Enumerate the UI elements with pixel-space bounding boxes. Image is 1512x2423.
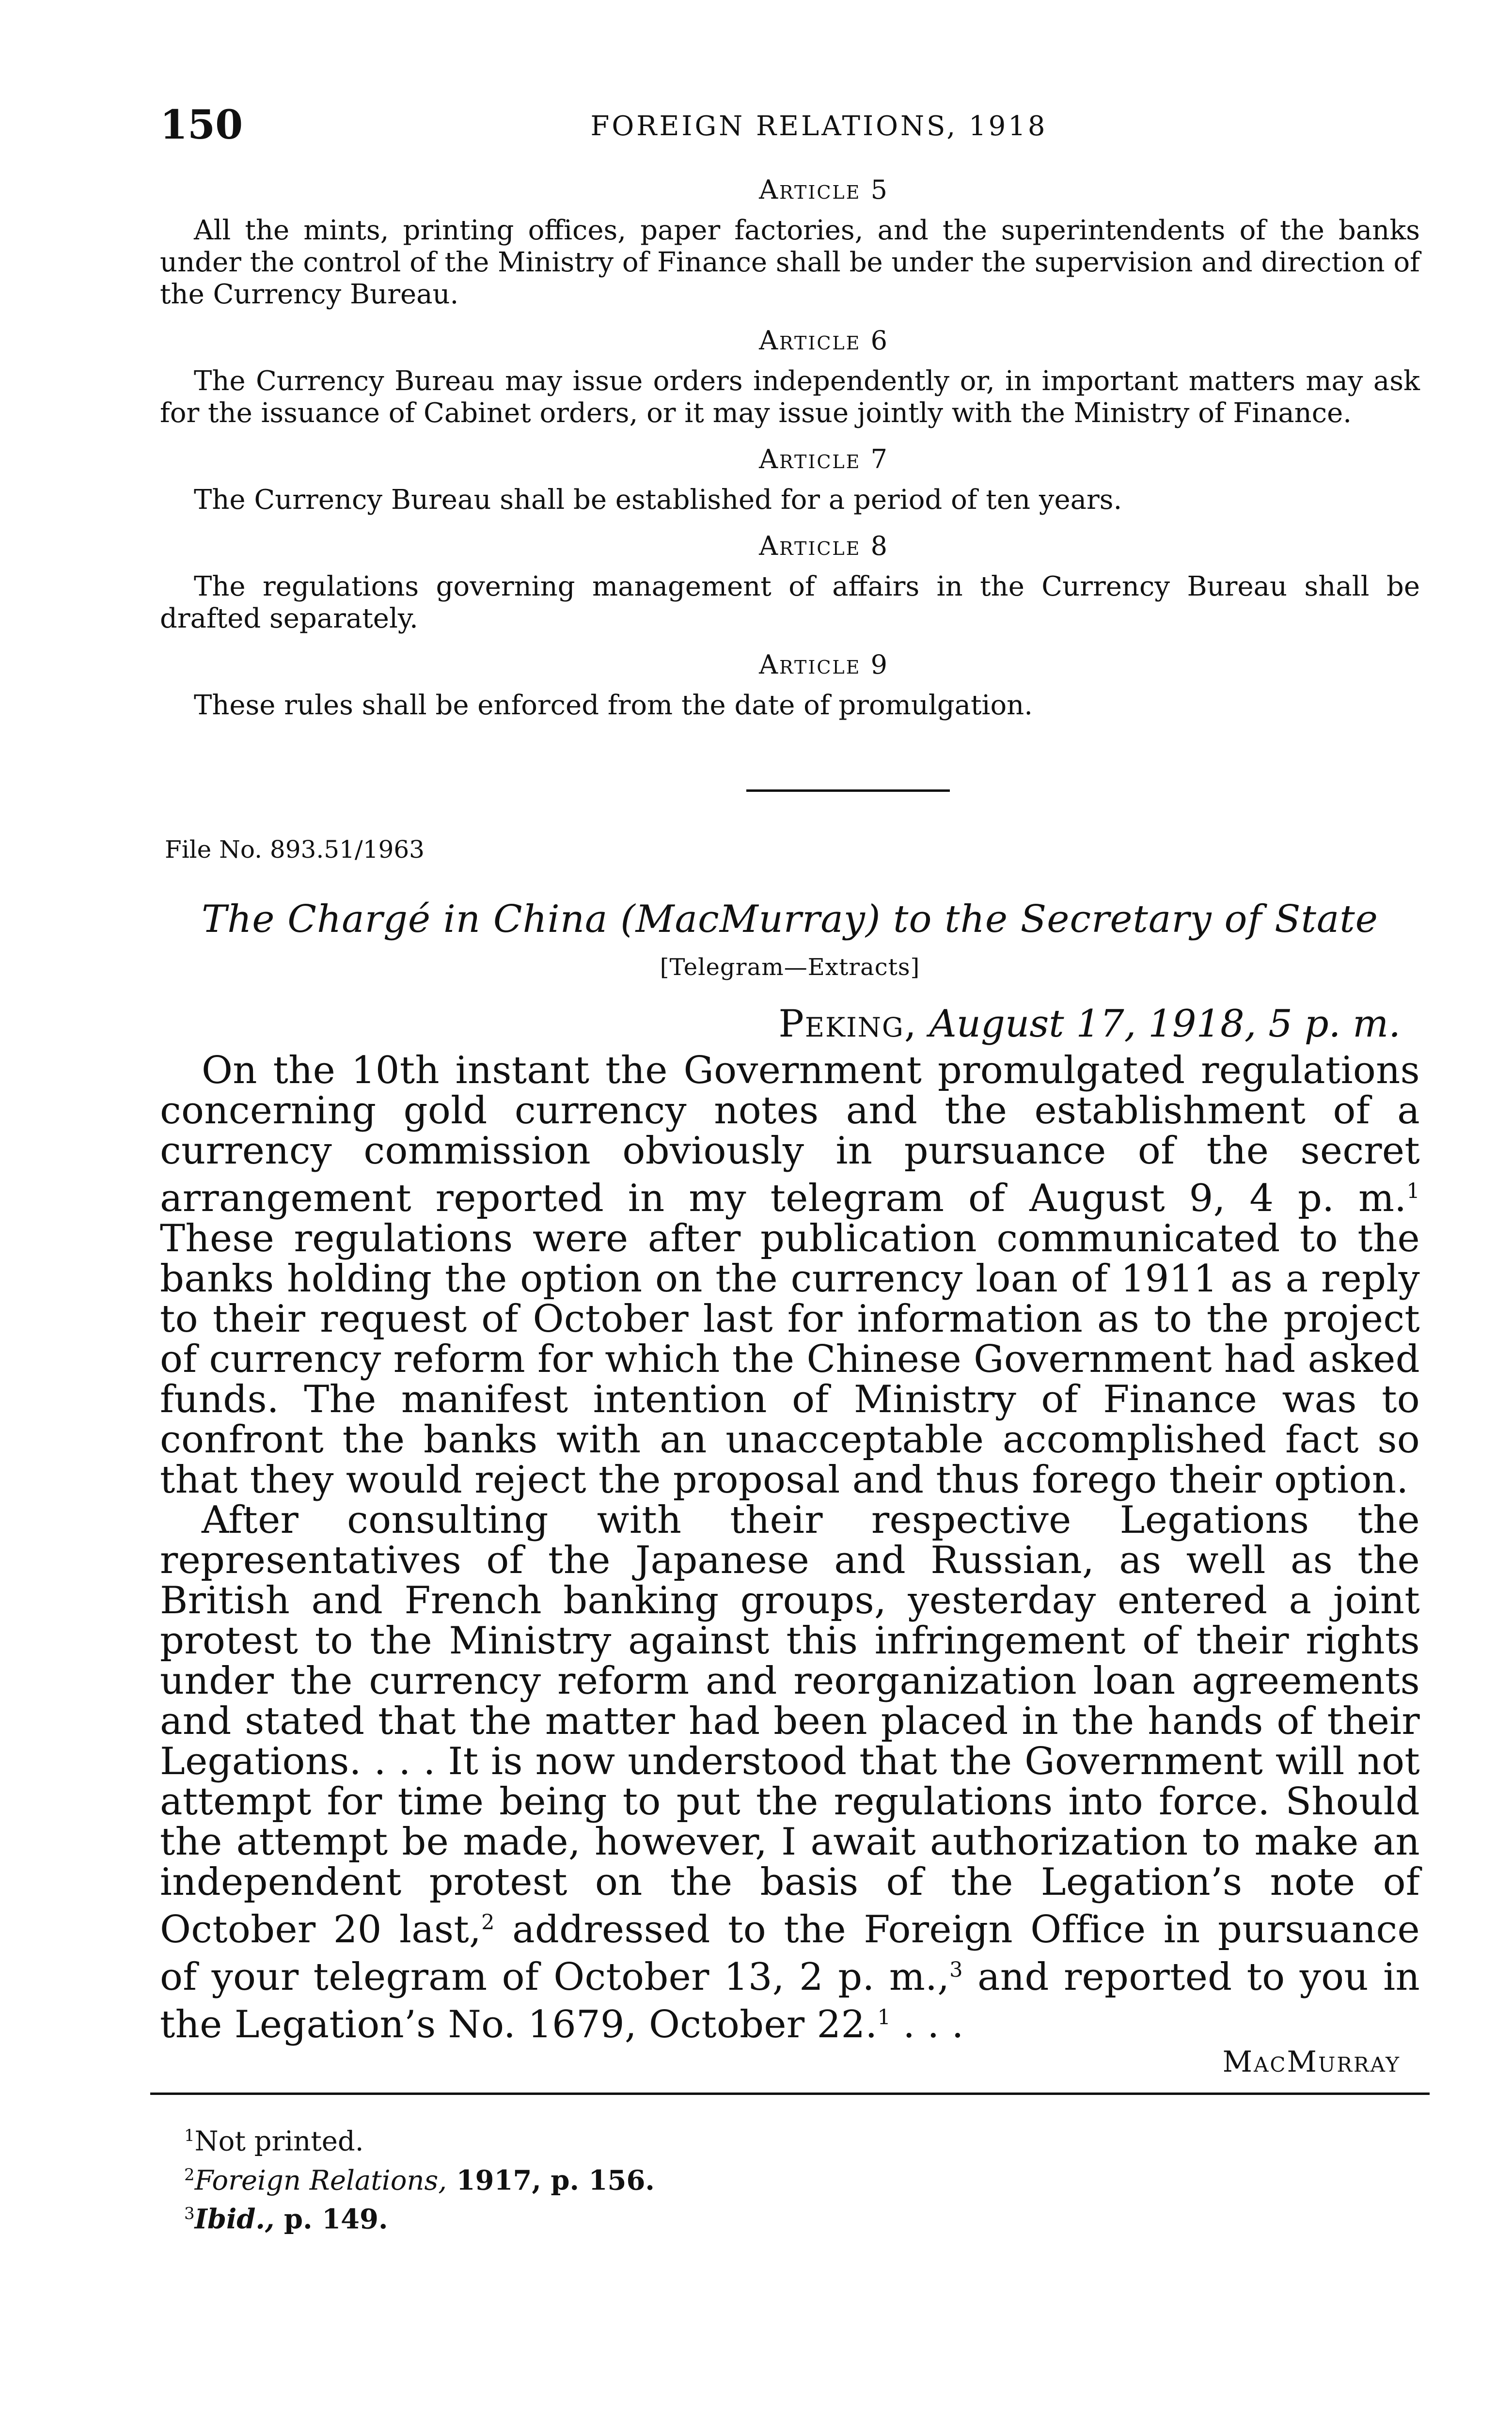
footnote-mark: 3: [184, 2204, 195, 2224]
footnote: [184, 2158, 1420, 2198]
dateline: [160, 1002, 1401, 1046]
dateline-date: August 17, 1918, 5 p. m.: [929, 1002, 1401, 1046]
text-run: These regulations were after publication communicated to the banks holding the option on the currency loan of 1911 as a reply to their request of October last for information as to the project of currency reform for which the Chinese Government had asked funds. The manifest intention of Ministry of Finance was to confront the banks with an unacceptable accomplished fact so that they would reject the proposal and thus forego their option.: [160, 1217, 1420, 1502]
file-number: File No. 893.51/1963: [165, 835, 425, 864]
footnote-text: 1917, p. 156.: [447, 2164, 655, 2197]
footnote-ref: 1: [1406, 1179, 1420, 1203]
footnote-text: Not printed.: [194, 2125, 364, 2157]
body-paragraph-2: [160, 1500, 1420, 2045]
text-run: On the 10th instant the Government promulgated regulations concerning gold currency notes and the establishment of a currency commission obviously in pursuance of the secret arrangement reported in my telegram of August 9, 4 p. m.: [160, 1049, 1420, 1220]
footnote-text: p. 149.: [274, 2203, 388, 2235]
text-run: and reported to you in the Legation’s No. 1679, October 22.: [160, 1955, 1420, 2046]
footnote: [184, 2197, 1420, 2236]
article-text: These rules shall be enforced from the date of promulgation.: [194, 690, 1033, 721]
article-heading: Article 6: [759, 325, 889, 356]
text-run: . . .: [891, 2003, 964, 2046]
running-head: FOREIGN RELATIONS, 1918: [590, 110, 1048, 142]
signature: MacMurray: [1222, 2045, 1401, 2079]
article-text: The regulations governing management of affairs in the Currency Bureau shall be drafted separately.: [160, 571, 1420, 634]
footnote-ref: 2: [481, 1910, 495, 1935]
page-header: [160, 102, 1420, 160]
footnote-divider: [150, 2093, 1430, 2095]
footnote: [184, 2119, 1420, 2158]
article-heading: Article 5: [759, 174, 889, 205]
page-number: 150: [160, 102, 243, 148]
footnote-mark: 1: [184, 2126, 195, 2145]
article-text: The Currency Bureau shall be established for a period of ten years.: [194, 484, 1122, 516]
document-subtitle: [Telegram—Extracts]: [660, 954, 920, 981]
article-heading: Article 9: [759, 649, 889, 680]
article-text: The Currency Bureau may issue orders independently or, in important matters may ask for the issuance of Cabinet orders, or it may issue jointly with the Ministry of Finance.: [160, 365, 1420, 429]
footnote-italic: Foreign Relations,: [194, 2165, 447, 2197]
footnote-ref: 1: [877, 2005, 891, 2030]
page: [160, 102, 1420, 2236]
text-run: After consulting with their respective Legations the representatives of the Japanese and Russian, as well as the British and French banking groups, yesterday entered a joint protest to the Ministry against this infringement of their rights under the currency reform and reorganization loan agreements and stated that the matter had been placed in the hands of their Legations. . . . It is now understood that the Government will not attempt for time being to put the regulations into force. Should the attempt be made, however, I await authorization to make an independent protest on the basis of the Legation’s note of October 20 last,: [160, 1498, 1420, 1951]
article-heading: Article 8: [759, 531, 889, 561]
footnote-ref: 3: [949, 1958, 963, 1982]
text-run: addressed to the Foreign Office in pursuance of your telegram of October 13, 2 p. m.,: [160, 1908, 1420, 1999]
footnote-mark: 2: [184, 2165, 195, 2185]
article-8: [160, 531, 1420, 635]
dateline-place: Peking,: [778, 1002, 917, 1046]
article-5: [160, 174, 1420, 311]
article-7: [160, 444, 1420, 516]
section-divider: [746, 789, 950, 792]
article-9: [160, 649, 1420, 722]
body-paragraph-1: [160, 1051, 1420, 1500]
footnote-italic: Ibid.,: [194, 2203, 275, 2235]
document-title: The Chargé in China (MacMurray) to the Secretary of State: [202, 897, 1378, 941]
article-text: All the mints, printing offices, paper factories, and the superintendents of the banks under the control of the Ministry of Finance shall be under the supervision and direction of the Currency Bureau.: [160, 215, 1420, 310]
article-6: [160, 325, 1420, 429]
article-heading: Article 7: [759, 444, 889, 474]
